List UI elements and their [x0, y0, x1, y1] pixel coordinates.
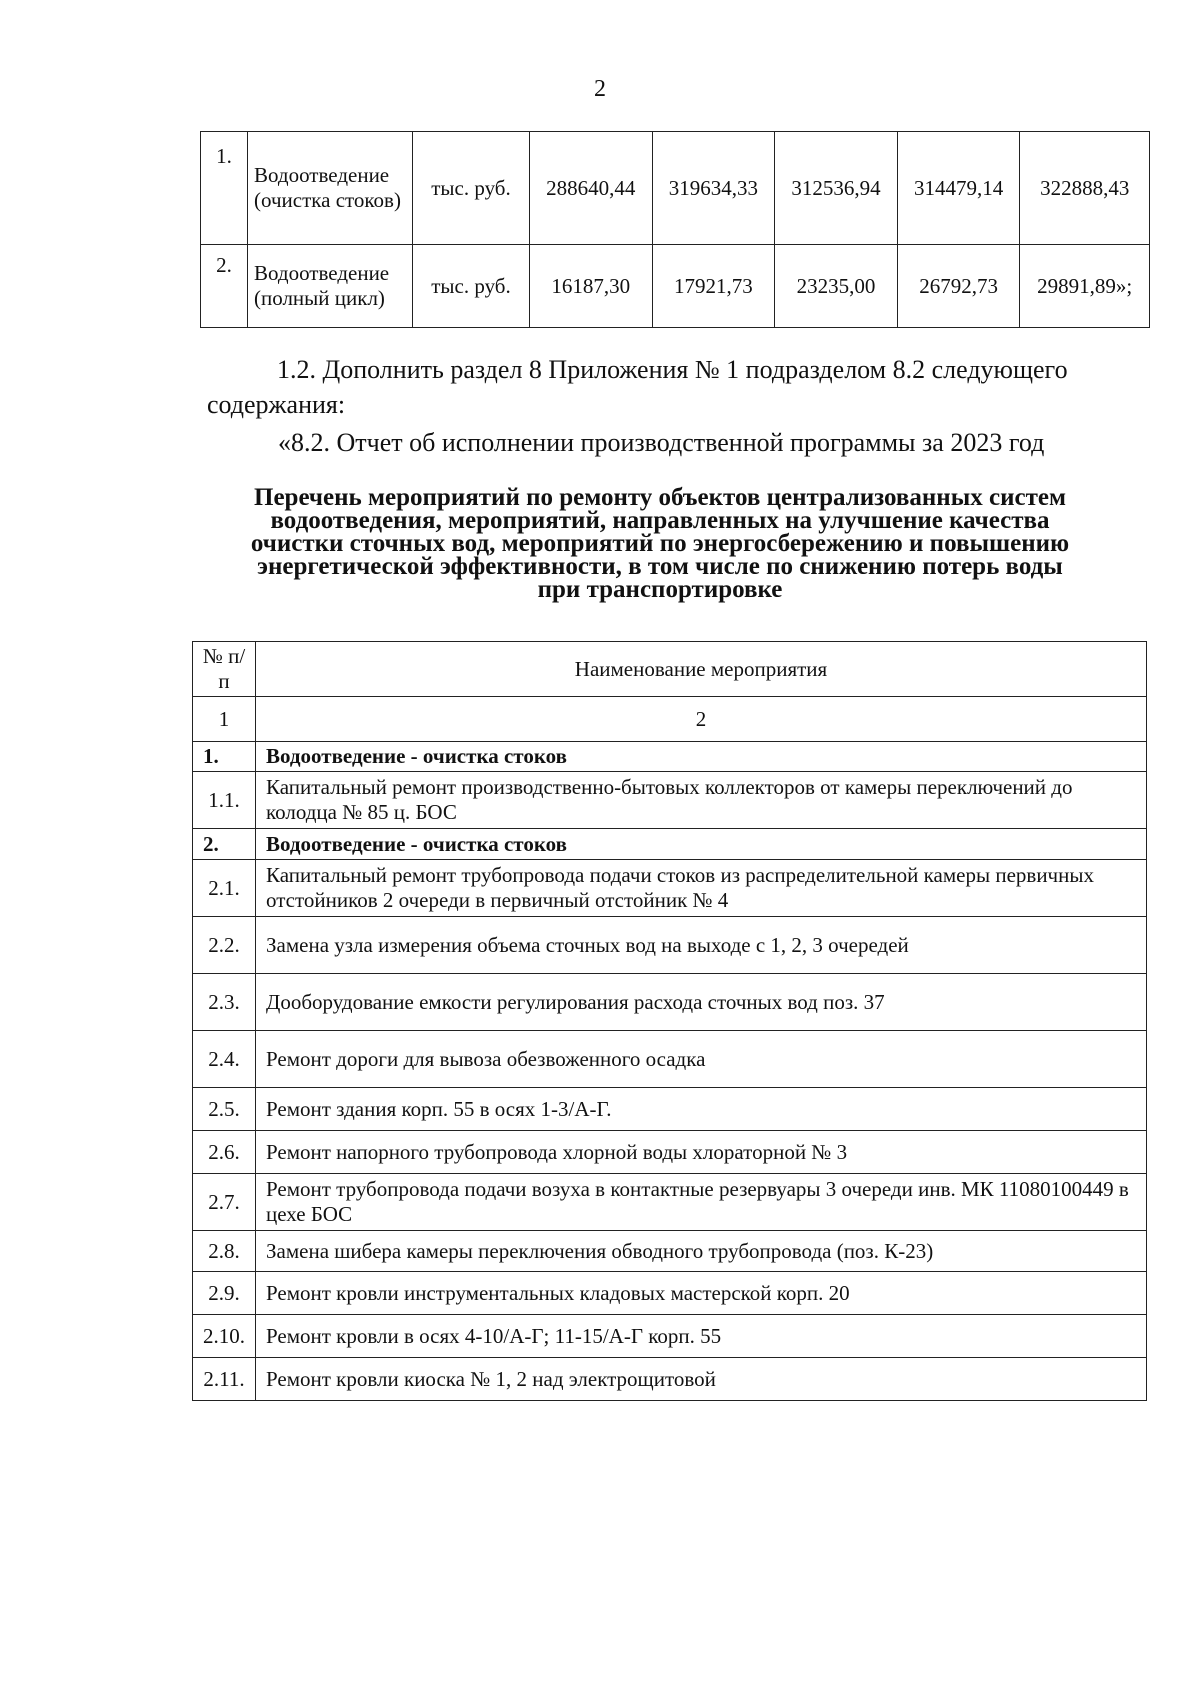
row-number: 2.4. — [193, 1031, 256, 1088]
row-number: 2.9. — [193, 1272, 256, 1315]
row-number: 2.5. — [193, 1088, 256, 1131]
table-row — [193, 1088, 1147, 1131]
table-row — [193, 974, 1147, 1031]
production-cost-table — [200, 131, 1150, 328]
section-row — [193, 829, 1147, 860]
measure-name: Ремонт трубопровода подачи возуха в контактные резервуары 3 очереди инв. МК 11080100449 в цехе БОС — [256, 1174, 1147, 1231]
row-number: 2. — [193, 829, 256, 860]
measure-name: Водоотведение - очистка стоков — [256, 742, 1147, 772]
row-number: 2.6. — [193, 1131, 256, 1174]
measure-name: Ремонт здания корп. 55 в осях 1-3/А-Г. — [256, 1088, 1147, 1131]
row-number: 1. — [193, 742, 256, 772]
unit-cell: тыс. руб. — [413, 245, 530, 328]
table-row — [193, 1174, 1147, 1231]
value-cell: 319634,33 — [652, 132, 775, 245]
amendment-paragraph-continuation: содержания: — [207, 390, 346, 419]
service-name: Водоотведение (полный цикл) — [248, 245, 413, 328]
row-number: 2.11. — [193, 1358, 256, 1401]
value-cell: 23235,00 — [775, 245, 898, 328]
measure-name: Замена узла измерения объема сточных вод на выходе с 1, 2, 3 очередей — [256, 917, 1147, 974]
table-row — [193, 1131, 1147, 1174]
row-number: 2. — [201, 245, 248, 328]
measure-name: Замена шибера камеры переключения обводного трубопровода (поз. К-23) — [256, 1231, 1147, 1272]
row-number: 1.1. — [193, 772, 256, 829]
measures-table — [192, 641, 1147, 1401]
value-cell: 314479,14 — [897, 132, 1020, 245]
section-title: «8.2. Отчет об исполнении производственной программы за 2023 год — [278, 428, 1045, 457]
table-row — [193, 1315, 1147, 1358]
row-number: 1. — [201, 132, 248, 245]
row-number: 2.2. — [193, 917, 256, 974]
row-number: 2.10. — [193, 1315, 256, 1358]
table-row — [193, 772, 1147, 829]
heading-line: водоотведения, мероприятий, направленных на улучшение качества — [270, 507, 1050, 534]
measure-name: Ремонт кровли в осях 4-10/А-Г; 11-15/А-Г корп. 55 — [256, 1315, 1147, 1358]
column-number: 1 — [193, 697, 256, 742]
measure-name: Ремонт дороги для вывоза обезвоженного осадка — [256, 1031, 1147, 1088]
measure-name: Водоотведение - очистка стоков — [256, 829, 1147, 860]
value-cell: 322888,43 — [1020, 132, 1150, 245]
value-cell: 288640,44 — [530, 132, 653, 245]
unit-cell: тыс. руб. — [413, 132, 530, 245]
table-row — [193, 1031, 1147, 1088]
table-row — [193, 1358, 1147, 1401]
heading-line: очистки сточных вод, мероприятий по энергосбережению и повышению — [250, 530, 1070, 557]
table-row — [193, 1231, 1147, 1272]
measure-name: Ремонт напорного трубопровода хлорной воды хлораторной № 3 — [256, 1131, 1147, 1174]
measures-heading — [180, 486, 1140, 601]
measure-name: Капитальный ремонт производственно-бытовых коллекторов от камеры переключений до колодца № 85 ц. БОС — [256, 772, 1147, 829]
table-row — [193, 1272, 1147, 1315]
row-number: 2.7. — [193, 1174, 256, 1231]
row-number: 2.1. — [193, 860, 256, 917]
heading-line: при транспортировке — [537, 576, 783, 603]
heading-line: энергетической эффективности, в том числе по снижению потерь воды — [257, 553, 1063, 580]
row-number: 2.3. — [193, 974, 256, 1031]
page-number: 2 — [594, 76, 606, 102]
measure-name: Ремонт кровли инструментальных кладовых мастерской корп. 20 — [256, 1272, 1147, 1315]
table-row — [201, 245, 1150, 328]
table-row — [193, 860, 1147, 917]
measure-name: Ремонт кровли киоска № 1, 2 над электрощитовой — [256, 1358, 1147, 1401]
table-header-row — [193, 642, 1147, 697]
column-number: 2 — [256, 697, 1147, 742]
table-row — [201, 132, 1150, 245]
value-cell: 312536,94 — [775, 132, 898, 245]
heading-line: Перечень мероприятий по ремонту объектов централизованных систем — [254, 484, 1066, 511]
table-row — [193, 917, 1147, 974]
section-row — [193, 742, 1147, 772]
column-header-name: Наименование мероприятия — [256, 642, 1147, 697]
value-cell: 26792,73 — [897, 245, 1020, 328]
row-number: 2.8. — [193, 1231, 256, 1272]
column-number-row — [193, 697, 1147, 742]
value-cell: 17921,73 — [652, 245, 775, 328]
service-name: Водоотведение (очистка стоков) — [248, 132, 413, 245]
measure-name: Капитальный ремонт трубопровода подачи стоков из распределительной камеры первичных отстойников 2 очереди в первичный отстойник № 4 — [256, 860, 1147, 917]
measure-name: Дооборудование емкости регулирования расхода сточных вод поз. 37 — [256, 974, 1147, 1031]
amendment-paragraph: 1.2. Дополнить раздел 8 Приложения № 1 подразделом 8.2 следующего — [277, 355, 1068, 384]
value-cell: 29891,89»; — [1020, 245, 1150, 328]
value-cell: 16187,30 — [530, 245, 653, 328]
column-header-number: № п/п — [193, 642, 256, 697]
